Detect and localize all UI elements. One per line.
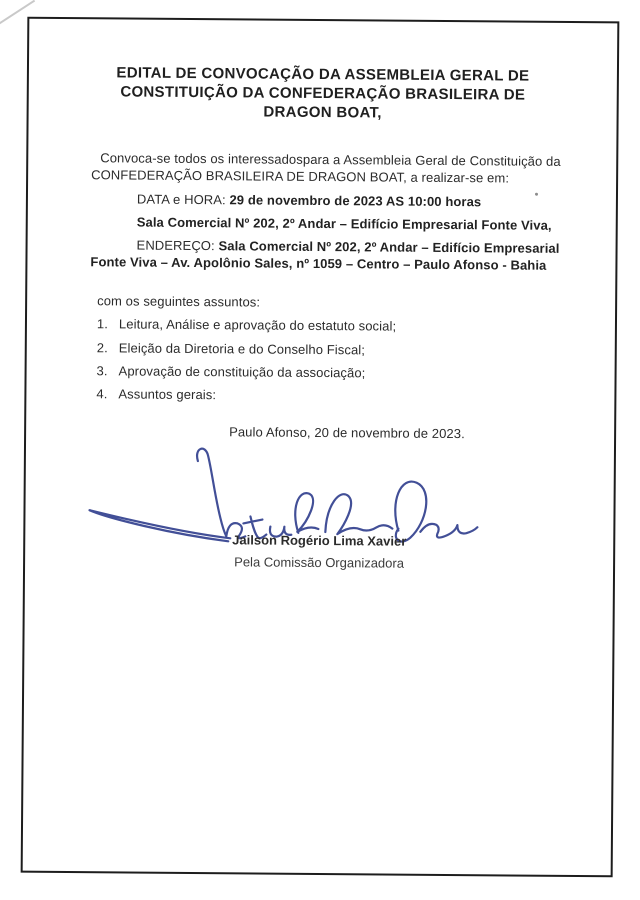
agenda-item-number: 1. <box>96 316 109 332</box>
datetime-value: 29 de novembro de 2023 AS 10:00 horas <box>229 192 482 210</box>
agenda-item-number: 2. <box>96 340 108 356</box>
agenda-item-number: 4. <box>96 386 108 402</box>
signer-role: Pela Comissão Organizadora <box>234 554 405 571</box>
title-line-1: EDITAL DE CONVOCAÇÃO DA ASSEMBLEIA GERAL DE <box>116 64 530 85</box>
intro-paragraph-line-2: CONFEDERAÇÃO BRASILEIRA DE DRAGON BOAT, a realizar-se em: <box>91 167 510 186</box>
scan-speck-artifact <box>535 193 538 196</box>
agenda-item-text: Leitura, Análise e aprovação do estatuto social; <box>118 316 397 334</box>
address-value-line-1: Sala Comercial Nº 202, 2º Andar – Edifício Empresarial <box>218 238 560 256</box>
agenda-item-text: Aprovação de constituição da associação; <box>118 363 366 381</box>
meeting-datetime <box>137 191 481 211</box>
agenda-item-text: Eleição da Diretoria e do Conselho Fiscal; <box>118 340 366 358</box>
datetime-label: DATA e HORA: <box>136 191 226 208</box>
agenda-intro: com os seguintes assuntos: <box>97 293 261 310</box>
meeting-room: Sala Comercial Nº 202, 2º Andar – Edifício Empresarial Fonte Viva, <box>136 214 552 233</box>
agenda-item-number: 3. <box>96 363 108 379</box>
intro-paragraph-line-1: Convoca-se todos os interessadospara a Assembleia Geral de Constituição da <box>100 150 561 169</box>
closing-dateline: Paulo Afonso, 20 de novembro de 2023. <box>229 424 465 442</box>
document-title <box>29 63 617 125</box>
title-line-3: DRAGON BOAT, <box>263 103 382 122</box>
scanned-document-page <box>21 17 620 878</box>
signer-name: Jailson Rogério Lima Xavier <box>232 532 407 549</box>
address-label: ENDEREÇO: <box>136 237 215 254</box>
title-line-2: CONSTITUIÇÃO DA CONFEDERAÇÃO BRASILEIRA DE <box>120 83 526 104</box>
agenda-item-text: Assuntos gerais: <box>118 386 217 403</box>
meeting-address-line-2: Fonte Viva – Av. Apolônio Sales, nº 1059 – Centro – Paulo Afonso - Bahia <box>90 254 547 273</box>
